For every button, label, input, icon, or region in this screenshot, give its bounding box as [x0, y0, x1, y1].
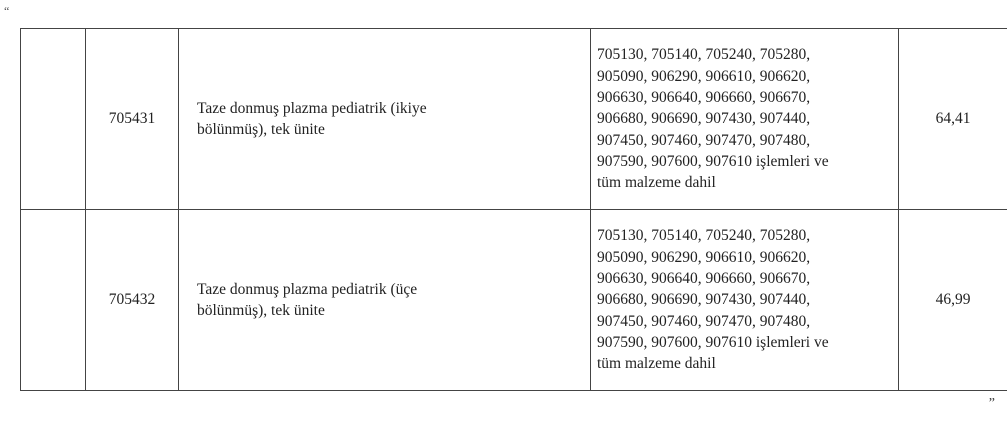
included-line: tüm malzeme dahil [597, 355, 716, 373]
included-line: 907450, 907460, 907470, 907480, [597, 312, 811, 330]
procedure-code: 705431 [86, 29, 179, 210]
included-line: 906680, 906690, 907430, 907440, [597, 110, 811, 128]
procedure-description [179, 29, 591, 210]
included-line: 705130, 705140, 705240, 705280, [597, 46, 811, 64]
included-line: 705130, 705140, 705240, 705280, [597, 227, 811, 245]
procedure-description [179, 210, 591, 391]
procedure-code: 705432 [86, 210, 179, 391]
opening-quote-mark: “ [4, 4, 10, 18]
description-line: Taze donmuş plazma pediatrik (üçe [197, 281, 418, 298]
included-line: 905090, 906290, 906610, 906620, [597, 248, 811, 266]
description-line: bölünmüş), tek ünite [197, 302, 325, 319]
included-line: 907590, 907600, 907610 işlemleri ve [597, 333, 829, 351]
included-line: 907450, 907460, 907470, 907480, [597, 131, 811, 149]
included-line: 906680, 906690, 907430, 907440, [597, 291, 811, 309]
included-line: 906630, 906640, 906660, 906670, [597, 89, 811, 107]
included-procedures [591, 210, 899, 391]
table-row [21, 29, 1007, 210]
included-line: tüm malzeme dahil [597, 174, 716, 192]
description-line: Taze donmuş plazma pediatrik (ikiye [197, 100, 427, 117]
closing-quote-mark: ” [988, 396, 995, 411]
price-table [20, 28, 1007, 391]
included-line: 905090, 906290, 906610, 906620, [597, 67, 811, 85]
price-cell: 46,99 [899, 210, 1007, 391]
included-line: 907590, 907600, 907610 işlemleri ve [597, 152, 829, 170]
description-line: bölünmüş), tek ünite [197, 121, 325, 138]
price-cell: 64,41 [899, 29, 1007, 210]
included-line: 906630, 906640, 906660, 906670, [597, 270, 811, 288]
blank-cell [21, 210, 86, 391]
table-row [21, 210, 1007, 391]
blank-cell [21, 29, 86, 210]
included-procedures [591, 29, 899, 210]
